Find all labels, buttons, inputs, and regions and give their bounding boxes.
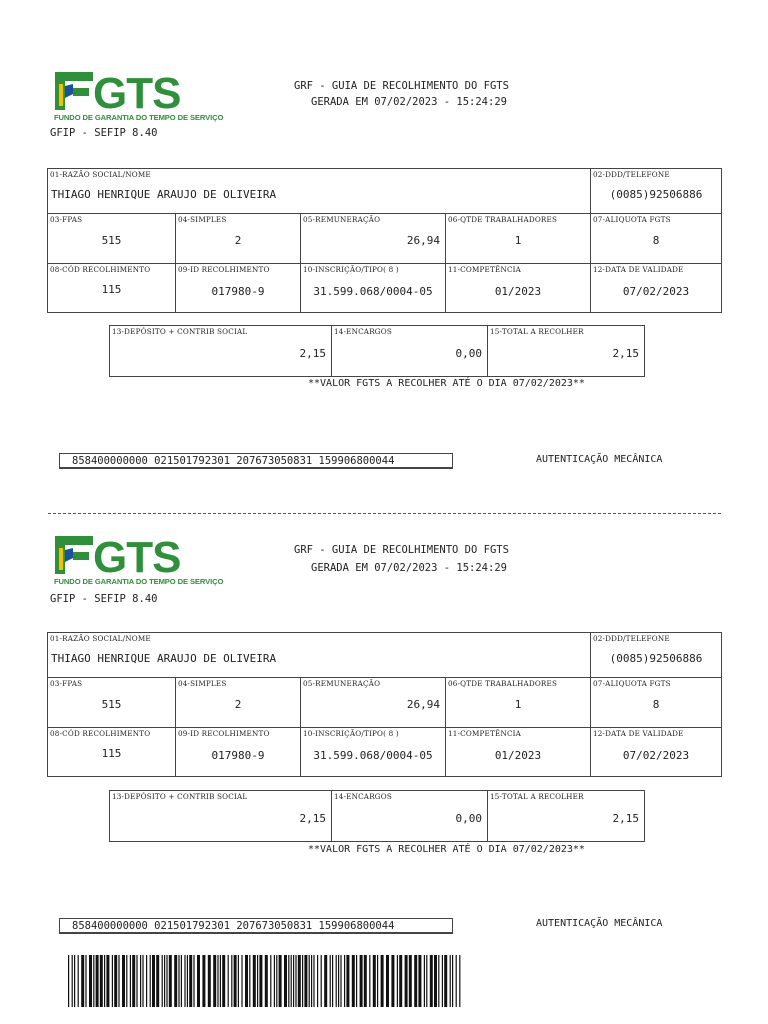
- barcode-bar: [352, 955, 355, 1007]
- validade-cell: [591, 728, 721, 776]
- aliquota-label: 07-ALIQUOTA FGTS: [593, 679, 671, 688]
- telefone-value: (0085)92506886: [609, 188, 703, 201]
- simples-cell: [176, 678, 301, 728]
- barcode-bar: [178, 955, 179, 1007]
- aliquota-value: 8: [652, 234, 660, 247]
- linha-digitavel: 858400000000 021501792301 207673050831 159906800044: [59, 918, 453, 934]
- barcode-bar: [189, 955, 192, 1007]
- barcode-bar: [114, 955, 117, 1007]
- simples-cell: [176, 214, 301, 264]
- barcode-bar: [313, 955, 314, 1007]
- header-generated: GERADA EM 07/02/2023 - 15:24:29: [311, 96, 507, 108]
- barcode-bar: [228, 955, 229, 1007]
- barcode-bar: [338, 955, 339, 1007]
- logo-subtitle: FUNDO DE GARANTIA DO TEMPO DE SERVIÇO: [54, 577, 224, 586]
- razao-cell: [48, 169, 591, 214]
- barcode-bar: [245, 955, 248, 1007]
- barcode-bar: [373, 955, 376, 1007]
- remuneracao-label: 05-REMUNERAÇÃO: [303, 215, 381, 224]
- autenticacao-label: AUTENTICAÇÃO MECÂNICA: [536, 918, 663, 929]
- total-label: 15-TOTAL A RECOLHER: [490, 327, 584, 336]
- deposito-label: 13-DEPÓSITO + CONTRIB SOCIAL: [112, 792, 248, 801]
- barcode-bar: [321, 955, 322, 1007]
- barcode-bar: [386, 955, 389, 1007]
- barcode-bar: [265, 955, 268, 1007]
- inscricao-label: 10-INSCRIÇÃO/TIPO( 8 ): [303, 265, 399, 274]
- cod-value: 115: [101, 747, 122, 760]
- aliquota-cell: [591, 678, 721, 728]
- barcode-bar: [118, 955, 119, 1007]
- cod-cell: [48, 728, 176, 776]
- inscricao-value: 31.599.068/0004-05: [313, 749, 433, 762]
- barcode-bar: [187, 955, 188, 1007]
- gfip-version: GFIP - SEFIP 8.40: [50, 593, 158, 605]
- deposito-value: 2,15: [299, 347, 326, 360]
- razao-label: 01-RAZÃO SOCIAL/NOME: [50, 634, 151, 643]
- deposito-cell: [110, 791, 332, 841]
- barcode-bar: [93, 955, 94, 1007]
- razao-value: THIAGO HENRIQUE ARAUJO DE OLIVEIRA: [51, 188, 277, 201]
- totals-table: [109, 325, 645, 377]
- aliquota-label: 07-ALIQUOTA FGTS: [593, 215, 671, 224]
- barcode-bar: [72, 955, 73, 1007]
- encargos-cell: [332, 326, 488, 376]
- barcode-bar: [424, 955, 425, 1007]
- validade-label: 12-DATA DE VALIDADE: [593, 729, 684, 738]
- main-table: [47, 168, 722, 313]
- barcode-bar: [74, 955, 75, 1007]
- fpas-value: 515: [101, 234, 122, 247]
- barcode-bar: [276, 955, 277, 1007]
- barcode-bar: [68, 955, 69, 1007]
- barcode-bar: [162, 955, 163, 1007]
- qtde-label: 06-QTDE TRABALHADORES: [448, 215, 558, 224]
- barcode-bar: [253, 955, 256, 1007]
- qtde-cell: [446, 678, 591, 728]
- barcode-bar: [96, 955, 99, 1007]
- barcode-bar: [130, 955, 131, 1007]
- competencia-value: 01/2023: [494, 749, 542, 762]
- telefone-cell: [591, 633, 721, 678]
- barcode-bar: [234, 955, 237, 1007]
- barcode-bar: [430, 955, 433, 1007]
- barcode-bar: [217, 955, 218, 1007]
- deposito-value: 2,15: [299, 812, 326, 825]
- competencia-label: 11-COMPETÊNCIA: [448, 265, 522, 274]
- telefone-cell: [591, 169, 721, 214]
- barcode-bar: [284, 955, 287, 1007]
- barcode-bar: [381, 955, 384, 1007]
- barcode-bar: [208, 955, 211, 1007]
- competencia-value: 01/2023: [494, 285, 542, 298]
- barcode-bar: [291, 955, 292, 1007]
- fpas-label: 03-FPAS: [50, 215, 83, 224]
- simples-value: 2: [234, 698, 242, 711]
- barcode-bar: [202, 955, 205, 1007]
- barcode-bar: [288, 955, 289, 1007]
- barcode-bar: [364, 955, 367, 1007]
- barcode-bar: [140, 955, 141, 1007]
- simples-value: 2: [234, 234, 242, 247]
- barcode-bar: [106, 955, 109, 1007]
- barcode-bar: [85, 955, 86, 1007]
- barcode-bar: [279, 955, 282, 1007]
- qtde-value: 1: [514, 234, 522, 247]
- autenticacao-label: AUTENTICAÇÃO MECÂNICA: [536, 454, 663, 465]
- barcode-bar: [340, 955, 341, 1007]
- cod-cell: [48, 264, 176, 312]
- cut-line: [48, 513, 721, 514]
- barcode-bar: [434, 955, 437, 1007]
- barcode-bar: [302, 955, 303, 1007]
- barcode-bar: [309, 955, 310, 1007]
- encargos-value: 0,00: [455, 347, 482, 360]
- header-generated: GERADA EM 07/02/2023 - 15:24:29: [311, 562, 507, 574]
- barcode-bar: [336, 955, 337, 1007]
- barcode-bar: [426, 955, 427, 1007]
- cod-label: 08-CÓD RECOLHIMENTO: [50, 729, 151, 738]
- barcode-bar: [346, 955, 349, 1007]
- barcode-bar: [452, 955, 453, 1007]
- razao-value: THIAGO HENRIQUE ARAUJO DE OLIVEIRA: [51, 652, 277, 665]
- qtde-label: 06-QTDE TRABALHADORES: [448, 679, 558, 688]
- barcode-bar: [181, 955, 182, 1007]
- barcode-bar: [442, 955, 443, 1007]
- due-note: **VALOR FGTS A RECOLHER ATÉ O DIA 07/02/2023**: [308, 378, 585, 389]
- telefone-label: 02-DDD/TELEFONE: [593, 170, 670, 179]
- fpas-value: 515: [101, 698, 122, 711]
- fpas-label: 03-FPAS: [50, 679, 83, 688]
- total-label: 15-TOTAL A RECOLHER: [490, 792, 584, 801]
- barcode-bar: [418, 955, 421, 1007]
- barcode-bar: [317, 955, 318, 1007]
- encargos-value: 0,00: [455, 812, 482, 825]
- id-label: 09-ID RECOLHIMENTO: [178, 265, 270, 274]
- inscricao-value: 31.599.068/0004-05: [313, 285, 433, 298]
- barcode-bar: [438, 955, 439, 1007]
- total-value: 2,15: [612, 812, 639, 825]
- barcode-bar: [397, 955, 398, 1007]
- barcode-bar: [391, 955, 394, 1007]
- barcode-bar: [193, 955, 194, 1007]
- deposito-cell: [110, 326, 332, 376]
- gfip-version: GFIP - SEFIP 8.40: [50, 127, 158, 139]
- barcode-bar: [166, 955, 167, 1007]
- barcode-bar: [112, 955, 113, 1007]
- validade-label: 12-DATA DE VALIDADE: [593, 265, 684, 274]
- encargos-label: 14-ENCARGOS: [334, 792, 392, 801]
- deposito-label: 13-DEPÓSITO + CONTRIB SOCIAL: [112, 327, 248, 336]
- barcode-bar: [184, 955, 185, 1007]
- inscricao-cell: [301, 728, 446, 776]
- remuneracao-label: 05-REMUNERAÇÃO: [303, 679, 381, 688]
- due-note: **VALOR FGTS A RECOLHER ATÉ O DIA 07/02/2023**: [308, 844, 585, 855]
- barcode-bar: [257, 955, 258, 1007]
- total-cell: [488, 326, 644, 376]
- barcode-bar: [369, 955, 370, 1007]
- barcode-bar: [213, 955, 216, 1007]
- fpas-cell: [48, 214, 176, 264]
- encargos-label: 14-ENCARGOS: [334, 327, 392, 336]
- validade-value: 07/02/2023: [622, 285, 690, 298]
- linha-digitavel: 858400000000 021501792301 207673050831 159906800044: [59, 453, 453, 469]
- qtde-cell: [446, 214, 591, 264]
- barcode-bar: [444, 955, 447, 1007]
- id-cell: [176, 728, 301, 776]
- barcode-bar: [330, 955, 331, 1007]
- aliquota-value: 8: [652, 698, 660, 711]
- barcode-bar: [377, 955, 378, 1007]
- barcode-bar: [142, 955, 143, 1007]
- fgts-logo: [53, 70, 224, 132]
- aliquota-cell: [591, 214, 721, 264]
- id-value: 017980-9: [211, 749, 265, 762]
- barcode-bar: [132, 955, 135, 1007]
- barcode-bar: [156, 955, 159, 1007]
- barcode-bar: [222, 955, 225, 1007]
- barcode-bar: [344, 955, 345, 1007]
- encargos-cell: [332, 791, 488, 841]
- razao-label: 01-RAZÃO SOCIAL/NOME: [50, 170, 151, 179]
- barcode-bar: [274, 955, 275, 1007]
- main-table: [47, 632, 722, 777]
- barcode-bar: [169, 955, 172, 1007]
- barcode-bar: [405, 955, 408, 1007]
- barcode-bar: [324, 955, 327, 1007]
- remuneracao-cell: [301, 678, 446, 728]
- barcode-bar: [298, 955, 301, 1007]
- barcode-bar: [146, 955, 147, 1007]
- barcode-bar: [399, 955, 402, 1007]
- barcode-bar: [450, 955, 451, 1007]
- barcode-bar: [241, 955, 242, 1007]
- barcode-bar: [126, 955, 127, 1007]
- barcode-bar: [356, 955, 357, 1007]
- inscricao-cell: [301, 264, 446, 312]
- barcode-bar: [414, 955, 417, 1007]
- barcode-bar: [238, 955, 239, 1007]
- barcode-bar: [409, 955, 412, 1007]
- id-value: 017980-9: [211, 285, 265, 298]
- barcode-bar: [220, 955, 221, 1007]
- barcode-bar: [81, 955, 84, 1007]
- validade-value: 07/02/2023: [622, 749, 690, 762]
- barcode-bar: [311, 955, 312, 1007]
- header-title: GRF - GUIA DE RECOLHIMENTO DO FGTS: [294, 544, 509, 556]
- competencia-cell: [446, 264, 591, 312]
- competencia-cell: [446, 728, 591, 776]
- barcode-bar: [360, 955, 363, 1007]
- fpas-cell: [48, 678, 176, 728]
- fgts-logo-icon: [53, 534, 209, 576]
- id-label: 09-ID RECOLHIMENTO: [178, 729, 270, 738]
- fgts-logo-icon: [53, 70, 209, 112]
- remuneracao-value: 26,94: [406, 698, 440, 711]
- barcode-bar: [259, 955, 262, 1007]
- validade-cell: [591, 264, 721, 312]
- barcode: [68, 955, 462, 1007]
- barcode-bar: [293, 955, 294, 1007]
- barcode-bar: [104, 955, 105, 1007]
- svg-text:GTS: GTS: [93, 70, 181, 112]
- barcode-bar: [89, 955, 92, 1007]
- simples-label: 04-SIMPLES: [178, 215, 227, 224]
- barcode-bar: [164, 955, 165, 1007]
- barcode-bar: [136, 955, 137, 1007]
- barcode-bar: [270, 955, 271, 1007]
- simples-label: 04-SIMPLES: [178, 679, 227, 688]
- guia-copy-1: [0, 64, 768, 529]
- fgts-logo: [53, 534, 224, 596]
- barcode-bar: [150, 955, 151, 1007]
- barcode-bar: [231, 955, 232, 1007]
- guia-copy-2: [0, 528, 768, 993]
- telefone-label: 02-DDD/TELEFONE: [593, 634, 670, 643]
- cod-label: 08-CÓD RECOLHIMENTO: [50, 265, 151, 274]
- inscricao-label: 10-INSCRIÇÃO/TIPO( 8 ): [303, 729, 399, 738]
- barcode-bar: [459, 955, 460, 1007]
- remuneracao-cell: [301, 214, 446, 264]
- logo-subtitle: FUNDO DE GARANTIA DO TEMPO DE SERVIÇO: [54, 113, 224, 122]
- qtde-value: 1: [514, 698, 522, 711]
- competencia-label: 11-COMPETÊNCIA: [448, 729, 522, 738]
- barcode-bar: [78, 955, 79, 1007]
- barcode-bar: [174, 955, 177, 1007]
- header-title: GRF - GUIA DE RECOLHIMENTO DO FGTS: [294, 80, 509, 92]
- barcode-bar: [197, 955, 200, 1007]
- barcode-bar: [100, 955, 103, 1007]
- total-value: 2,15: [612, 347, 639, 360]
- barcode-bar: [249, 955, 250, 1007]
- svg-text:GTS: GTS: [93, 534, 181, 576]
- id-cell: [176, 264, 301, 312]
- barcode-bar: [332, 955, 333, 1007]
- barcode-bar: [295, 955, 296, 1007]
- total-cell: [488, 791, 644, 841]
- totals-table: [109, 790, 645, 842]
- barcode-bar: [152, 955, 155, 1007]
- cod-value: 115: [101, 283, 122, 296]
- barcode-bar: [122, 955, 125, 1007]
- remuneracao-value: 26,94: [406, 234, 440, 247]
- telefone-value: (0085)92506886: [609, 652, 703, 665]
- barcode-bar: [304, 955, 307, 1007]
- barcode-bar: [456, 955, 457, 1007]
- razao-cell: [48, 633, 591, 678]
